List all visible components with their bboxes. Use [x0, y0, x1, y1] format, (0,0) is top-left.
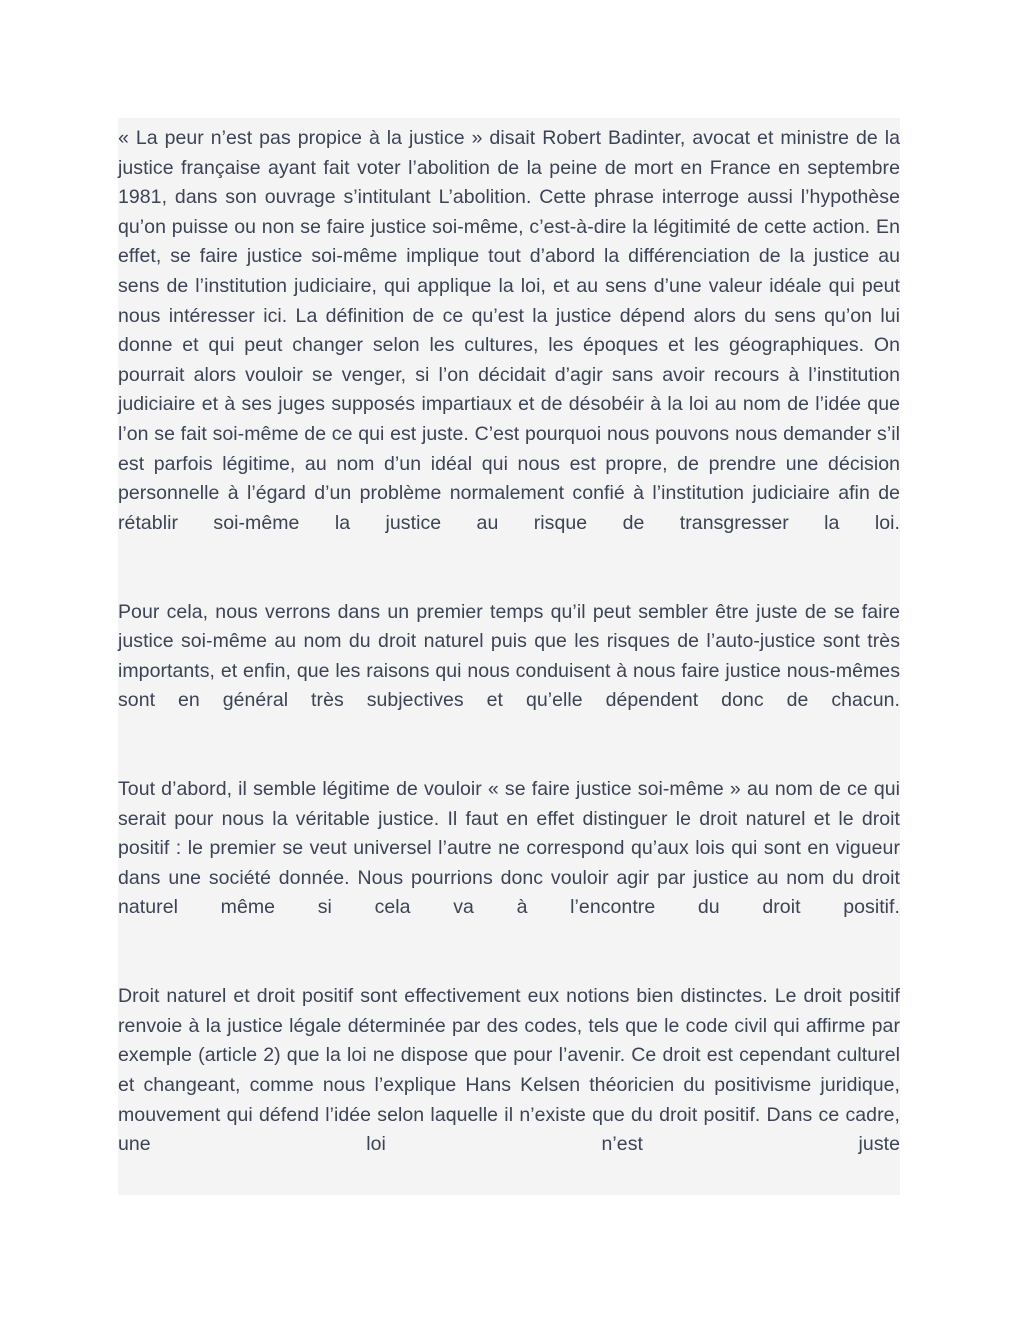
paragraph-4: Droit naturel et droit positif sont effectivement eux notions bien distinctes. Le droit positif renvoie à la justice légale déterminée par des codes, tels que le code civil qui affirme par exemple (article 2) que la loi ne dispose que pour l’avenir. Ce droit est cependant culturel et changeant, comme nous l’explique Hans Kelsen théoricien du positivisme juridique, mouvement qui défend l’idée selon laquelle il n’existe que du droit positif. Dans ce cadre, une loi n’est juste — [118, 985, 900, 1156]
document-body — [118, 118, 900, 1189]
paragraph-1: « La peur n’est pas propice à la justice » disait Robert Badinter, avocat et ministre de la justice française ayant fait voter l’abolition de la peine de mort en France en septembre 1981, dans son ouvrage s’intitulant L’abolition. Cette phrase interroge aussi l’hypothèse qu’on puisse ou non se faire justice soi-même, c’est-à-dire la légitimité de cette action. En effet, se faire justice soi-même implique tout d’abord la différenciation de la justice au sens de l’institution judiciaire, qui applique la loi, et au sens d’une valeur idéale qui peut nous intéresser ici. La définition de ce qu’est la justice dépend alors du sens qu’on lui donne et qui peut changer selon les cultures, les époques et les géographiques. On pourrait alors vouloir se venger, si l’on décidait d’agir sans avoir recours à l’institution judiciaire et à ses juges supposés impartiaux et de désobéir à la loi au nom de l’idée que l’on se fait soi-même de ce qui est juste. C’est pourquoi nous pouvons nous demander s’il est parfois légitime, au nom d’un idéal qui nous est propre, de prendre une décision personnelle à l’égard d’un problème normalement confié à l’institution judiciaire afin de rétablir soi-même la justice au risque de transgresser la loi. — [118, 127, 900, 534]
paragraph-2: Pour cela, nous verrons dans un premier temps qu’il peut sembler être juste de se faire justice soi-même au nom du droit naturel puis que les risques de l’auto-justice sont très importants, et enfin, que les raisons qui nous conduisent à nous faire justice nous-mêmes sont en général très subjectives et qu’elle dépendent donc de chacun. — [118, 600, 900, 712]
text-content-band — [118, 118, 900, 1195]
paragraph-3: Tout d’abord, il semble légitime de vouloir « se faire justice soi-même » au nom de ce qui serait pour nous la véritable justice. Il faut en effet distinguer le droit naturel et le droit positif : le premier se veut universel l’autre ne correspond qu’aux lois qui sont en vigueur dans une société donnée. Nous pourrions donc vouloir agir par justice au nom du droit naturel même si cela va à l’encontre du droit positif. — [118, 778, 900, 919]
